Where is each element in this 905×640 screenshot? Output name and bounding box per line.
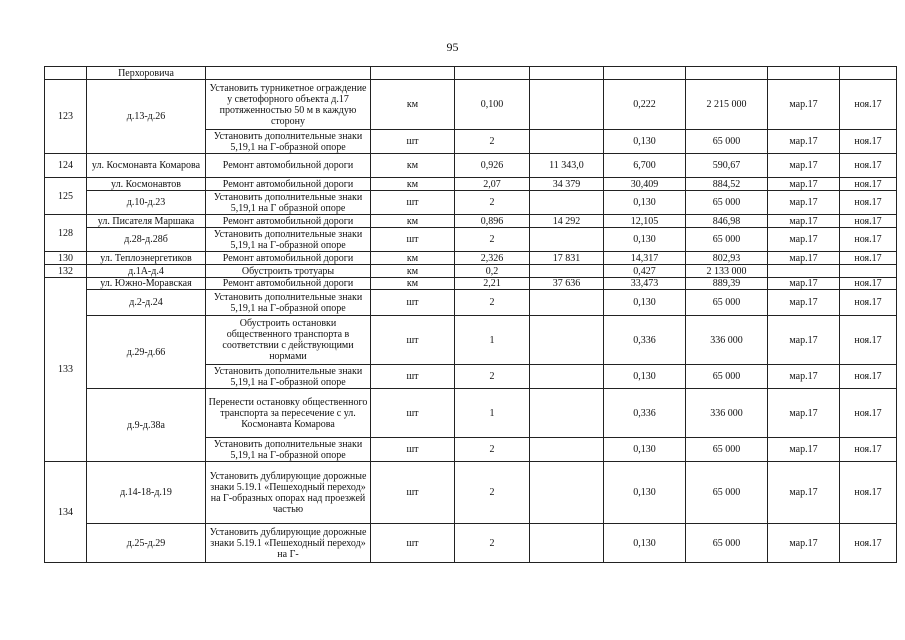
end-date-cell: ноя.17 bbox=[840, 228, 897, 252]
segment-cell: д.25-д.29 bbox=[87, 524, 206, 563]
volume-cell: 2,326 bbox=[455, 252, 530, 265]
row-number-cell: 133 bbox=[45, 278, 87, 462]
volume-cell: 2 bbox=[455, 130, 530, 154]
segment-cell: д.2-д.24 bbox=[87, 290, 206, 316]
row-number-cell bbox=[45, 67, 87, 80]
work-description-cell: Установить дополнительные знаки 5,19,1 на Г-образной опоре bbox=[206, 130, 371, 154]
cost-cell: 0,222 bbox=[604, 80, 686, 130]
table-row bbox=[45, 80, 897, 130]
end-date-cell: ноя.17 bbox=[840, 178, 897, 191]
cost-cell: 0,130 bbox=[604, 290, 686, 316]
unit-cell: км bbox=[371, 154, 455, 178]
area-cell bbox=[530, 265, 604, 278]
end-date-cell: ноя.17 bbox=[840, 252, 897, 265]
table-row bbox=[45, 252, 897, 265]
address-cell: ул. Космонавта Комарова bbox=[87, 154, 206, 178]
end-date-cell: ноя.17 bbox=[840, 80, 897, 130]
area-cell: 17 831 bbox=[530, 252, 604, 265]
amount-cell: 65 000 bbox=[686, 524, 768, 563]
area-cell bbox=[530, 389, 604, 438]
address-cell: Перхоровича bbox=[87, 67, 206, 80]
amount-cell: 65 000 bbox=[686, 365, 768, 389]
cost-cell: 12,105 bbox=[604, 215, 686, 228]
unit-cell: км bbox=[371, 278, 455, 290]
amount-cell: 65 000 bbox=[686, 228, 768, 252]
volume-cell: 2 bbox=[455, 438, 530, 462]
work-description-cell: Ремонт автомобильной дороги bbox=[206, 178, 371, 191]
unit-cell: шт bbox=[371, 191, 455, 215]
start-date-cell: мар.17 bbox=[768, 215, 840, 228]
segment-cell: д.13-д.26 bbox=[87, 80, 206, 154]
area-cell bbox=[530, 462, 604, 524]
work-description-cell: Установить дополнительные знаки 5,19,1 на Г-образной опоре bbox=[206, 365, 371, 389]
row-number-cell: 125 bbox=[45, 178, 87, 215]
address-cell: ул. Космонавтов bbox=[87, 178, 206, 191]
cost-cell: 0,336 bbox=[604, 316, 686, 365]
unit-cell: км bbox=[371, 215, 455, 228]
area-cell bbox=[530, 130, 604, 154]
row-number-cell: 124 bbox=[45, 154, 87, 178]
work-description-cell: Перенести остановку общественного транспорта за пересечение с ул. Космонавта Комарова bbox=[206, 389, 371, 438]
row-number-cell: 134 bbox=[45, 462, 87, 563]
cost-cell: 0,130 bbox=[604, 462, 686, 524]
unit-cell: шт bbox=[371, 228, 455, 252]
cost-cell: 30,409 bbox=[604, 178, 686, 191]
volume-cell: 0,100 bbox=[455, 80, 530, 130]
start-date-cell bbox=[768, 265, 840, 278]
start-date-cell: мар.17 bbox=[768, 80, 840, 130]
end-date-cell: ноя.17 bbox=[840, 130, 897, 154]
end-date-cell: ноя.17 bbox=[840, 365, 897, 389]
work-description-cell: Установить дополнительные знаки 5,19,1 на Г-образной опоре bbox=[206, 438, 371, 462]
unit-cell: км bbox=[371, 265, 455, 278]
work-description-cell: Ремонт автомобильной дороги bbox=[206, 154, 371, 178]
amount-cell: 65 000 bbox=[686, 290, 768, 316]
area-cell: 34 379 bbox=[530, 178, 604, 191]
amount-cell: 802,93 bbox=[686, 252, 768, 265]
table-row bbox=[45, 191, 897, 215]
work-description-cell: Установить дополнительные знаки 5,19,1 на Г-образной опоре bbox=[206, 228, 371, 252]
cost-cell: 33,473 bbox=[604, 278, 686, 290]
end-date-cell: ноя.17 bbox=[840, 191, 897, 215]
area-cell bbox=[530, 524, 604, 563]
amount-cell: 65 000 bbox=[686, 130, 768, 154]
end-date-cell: ноя.17 bbox=[840, 524, 897, 563]
unit-cell: км bbox=[371, 178, 455, 191]
start-date-cell: мар.17 bbox=[768, 228, 840, 252]
table-row bbox=[45, 215, 897, 228]
area-cell bbox=[530, 365, 604, 389]
volume-cell: 2 bbox=[455, 290, 530, 316]
volume-cell: 2,07 bbox=[455, 178, 530, 191]
work-description-cell: Ремонт автомобильной дороги bbox=[206, 215, 371, 228]
cost-cell: 0,130 bbox=[604, 130, 686, 154]
start-date-cell: мар.17 bbox=[768, 252, 840, 265]
unit-cell: шт bbox=[371, 290, 455, 316]
row-number-cell: 132 bbox=[45, 265, 87, 278]
table-row bbox=[45, 178, 897, 191]
page-number: 95 bbox=[446, 40, 459, 54]
cost-cell: 0,130 bbox=[604, 524, 686, 563]
table-row bbox=[45, 316, 897, 365]
unit-cell: км bbox=[371, 80, 455, 130]
amount-cell: 65 000 bbox=[686, 462, 768, 524]
cost-cell: 0,130 bbox=[604, 228, 686, 252]
unit-cell: шт bbox=[371, 365, 455, 389]
cost-cell: 6,700 bbox=[604, 154, 686, 178]
unit-cell: шт bbox=[371, 389, 455, 438]
works-table bbox=[44, 66, 897, 563]
table-row bbox=[45, 67, 897, 80]
start-date-cell: мар.17 bbox=[768, 365, 840, 389]
work-description-cell: Установить дополнительные знаки 5,19,1 на Г-образной опоре bbox=[206, 290, 371, 316]
volume-cell: 0,926 bbox=[455, 154, 530, 178]
amount-cell: 884,52 bbox=[686, 178, 768, 191]
cost-cell: 0,130 bbox=[604, 191, 686, 215]
end-date-cell: ноя.17 bbox=[840, 438, 897, 462]
area-cell: 14 292 bbox=[530, 215, 604, 228]
work-description-cell: Ремонт автомобильной дороги bbox=[206, 278, 371, 290]
end-date-cell: ноя.17 bbox=[840, 462, 897, 524]
area-cell bbox=[530, 80, 604, 130]
volume-cell: 2 bbox=[455, 462, 530, 524]
work-description-cell: Установить дублирующие дорожные знаки 5.19.1 «Пешеходный переход» на Г-образных опорах над проезжей частью bbox=[206, 462, 371, 524]
table-row bbox=[45, 265, 897, 278]
amount-cell: 336 000 bbox=[686, 389, 768, 438]
amount-cell: 65 000 bbox=[686, 438, 768, 462]
amount-cell: 590,67 bbox=[686, 154, 768, 178]
amount-cell: 2 133 000 bbox=[686, 265, 768, 278]
unit-cell: шт bbox=[371, 524, 455, 563]
cost-cell: 0,130 bbox=[604, 365, 686, 389]
table-row bbox=[45, 524, 897, 563]
unit-cell: шт bbox=[371, 462, 455, 524]
end-date-cell bbox=[840, 265, 897, 278]
area-cell bbox=[530, 191, 604, 215]
work-description-cell: Установить дополнительные знаки 5,19,1 на Г образной опоре bbox=[206, 191, 371, 215]
start-date-cell: мар.17 bbox=[768, 154, 840, 178]
start-date-cell: мар.17 bbox=[768, 389, 840, 438]
address-cell: ул. Теплоэнергетиков bbox=[87, 252, 206, 265]
area-cell bbox=[530, 316, 604, 365]
amount-cell: 65 000 bbox=[686, 191, 768, 215]
area-cell bbox=[530, 228, 604, 252]
area-cell: 11 343,0 bbox=[530, 154, 604, 178]
amount-cell: 846,98 bbox=[686, 215, 768, 228]
start-date-cell: мар.17 bbox=[768, 178, 840, 191]
work-description-cell: Установить турникетное ограждение у светофорного объекта д.17 протяженностью 50 м в каждую сторону bbox=[206, 80, 371, 130]
area-cell bbox=[530, 438, 604, 462]
cost-cell: 14,317 bbox=[604, 252, 686, 265]
table-row bbox=[45, 154, 897, 178]
row-number-cell: 128 bbox=[45, 215, 87, 252]
table-row bbox=[45, 290, 897, 316]
cost-cell: 0,130 bbox=[604, 438, 686, 462]
volume-cell: 0,2 bbox=[455, 265, 530, 278]
work-description-cell: Установить дублирующие дорожные знаки 5.19.1 «Пешеходный переход» на Г- bbox=[206, 524, 371, 563]
row-number-cell: 123 bbox=[45, 80, 87, 154]
cost-cell: 0,427 bbox=[604, 265, 686, 278]
volume-cell: 2 bbox=[455, 524, 530, 563]
segment-cell: д.28-д.28б bbox=[87, 228, 206, 252]
address-cell: ул. Писателя Маршака bbox=[87, 215, 206, 228]
work-description-cell: Обустроить тротуары bbox=[206, 265, 371, 278]
work-description-cell: Обустроить остановки общественного транспорта в соответствии с действующими нормами bbox=[206, 316, 371, 365]
amount-cell: 889,39 bbox=[686, 278, 768, 290]
segment-cell: д.14-18-д.19 bbox=[87, 462, 206, 524]
end-date-cell: ноя.17 bbox=[840, 278, 897, 290]
volume-cell: 2,21 bbox=[455, 278, 530, 290]
volume-cell: 2 bbox=[455, 191, 530, 215]
volume-cell: 1 bbox=[455, 389, 530, 438]
segment-cell: д.1А-д.4 bbox=[87, 265, 206, 278]
work-description-cell: Ремонт автомобильной дороги bbox=[206, 252, 371, 265]
amount-cell: 2 215 000 bbox=[686, 80, 768, 130]
end-date-cell: ноя.17 bbox=[840, 389, 897, 438]
end-date-cell: ноя.17 bbox=[840, 154, 897, 178]
start-date-cell: мар.17 bbox=[768, 462, 840, 524]
end-date-cell: ноя.17 bbox=[840, 290, 897, 316]
amount-cell: 336 000 bbox=[686, 316, 768, 365]
unit-cell: шт bbox=[371, 316, 455, 365]
start-date-cell: мар.17 bbox=[768, 191, 840, 215]
segment-cell: д.29-д.66 bbox=[87, 316, 206, 389]
cost-cell: 0,336 bbox=[604, 389, 686, 438]
start-date-cell: мар.17 bbox=[768, 524, 840, 563]
volume-cell: 0,896 bbox=[455, 215, 530, 228]
area-cell: 37 636 bbox=[530, 278, 604, 290]
row-number-cell: 130 bbox=[45, 252, 87, 265]
end-date-cell: ноя.17 bbox=[840, 215, 897, 228]
segment-cell: д.9-д.38а bbox=[87, 389, 206, 462]
start-date-cell: мар.17 bbox=[768, 316, 840, 365]
start-date-cell: мар.17 bbox=[768, 278, 840, 290]
start-date-cell: мар.17 bbox=[768, 130, 840, 154]
table-row bbox=[45, 462, 897, 524]
address-cell: ул. Южно-Моравская bbox=[87, 278, 206, 290]
unit-cell: шт bbox=[371, 130, 455, 154]
segment-cell: д.10-д.23 bbox=[87, 191, 206, 215]
volume-cell: 1 bbox=[455, 316, 530, 365]
table-row bbox=[45, 389, 897, 438]
table-row bbox=[45, 228, 897, 252]
unit-cell: км bbox=[371, 252, 455, 265]
area-cell bbox=[530, 290, 604, 316]
volume-cell: 2 bbox=[455, 365, 530, 389]
end-date-cell: ноя.17 bbox=[840, 316, 897, 365]
volume-cell: 2 bbox=[455, 228, 530, 252]
start-date-cell: мар.17 bbox=[768, 438, 840, 462]
table-row bbox=[45, 278, 897, 290]
unit-cell: шт bbox=[371, 438, 455, 462]
start-date-cell: мар.17 bbox=[768, 290, 840, 316]
